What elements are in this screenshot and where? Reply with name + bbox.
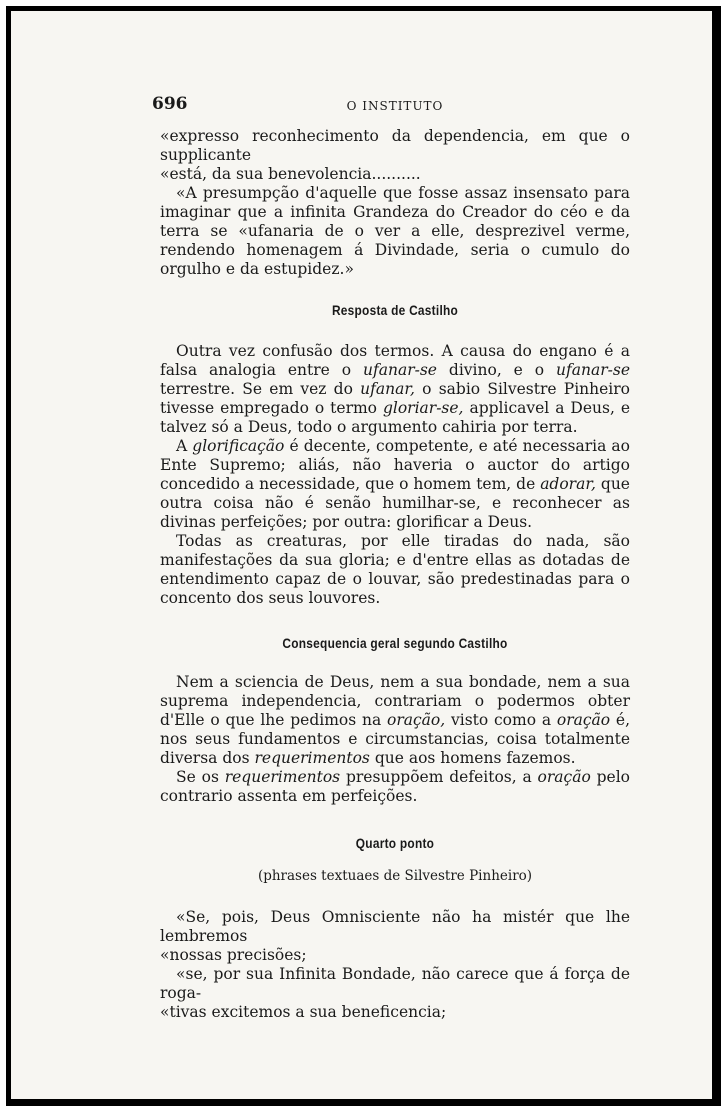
section-body-resposta	[160, 342, 630, 608]
quote-line: «expresso reconhecimento da dependencia, em que o supplicante	[160, 127, 630, 164]
page-header	[152, 94, 630, 121]
document-page	[152, 94, 631, 1022]
page-number: 696	[152, 94, 188, 114]
section-heading-consequencia: Consequencia geral segundo Castilho	[282, 635, 508, 651]
quote-line: «tivas excitemos a sua beneficencia;	[160, 1003, 447, 1021]
section-heading-quarto-ponto: Quarto ponto	[355, 835, 435, 851]
section-subheading: (phrases textuaes de Silvestre Pinheiro)	[257, 868, 533, 884]
paragraph: A glorificação é decente, competente, e até necessaria ao Ente Supremo; aliás, não haveria o auctor do artigo concedido a necessidade, que o homem tem, de adorar, que outra coisa não é senão humilhar-se, e reconhecer as divinas perfeições; por outra: glorificar a Deus.	[160, 437, 630, 531]
paragraph: Outra vez confusão dos termos. A causa do engano é a falsa analogia entre o ufanar-se divino, e o ufanar-se terrestre. Se em vez do ufanar, o sabio Silvestre Pinheiro tivesse empregado o termo gloriar-se, applicavel a Deus, e talvez só a Deus, todo o argumento cahiria por terra.	[160, 342, 630, 436]
quote-paragraph: «A presumpção d'aquelle que fosse assaz insensato para imaginar que a infinita Grandeza do Creador do céo e da terra se «ufanaria de o ver a elle, desprezivel verme, rendendo homenagem á Divindade, seria o cumulo do orgulho e da estupidez.»	[160, 184, 630, 278]
section-heading-resposta: Resposta de Castilho	[331, 302, 459, 318]
quote-line: «está, da sua benevolencia..........	[160, 165, 421, 183]
opening-quote	[160, 127, 630, 279]
paragraph: Todas as creaturas, por elle tiradas do nada, são manifestações da sua gloria; e d'entre ellas as dotadas de entendimento capaz de o louvar, são predestinadas para o concento dos seus louvores.	[160, 532, 630, 607]
quote-line: «nossas precisões;	[160, 946, 307, 964]
section-body-quarto-ponto	[160, 908, 630, 1022]
paragraph: Nem a sciencia de Deus, nem a sua bondade, nem a sua suprema independencia, contrariam o podermos obter d'Elle o que lhe pedimos na oração, visto como a oração é, nos seus fundamentos e circumstancias, coisa totalmente diversa dos requerimentos que aos homens fazemos.	[160, 673, 630, 767]
quote-line: «se, por sua Infinita Bondade, não carece que á força de roga-	[160, 965, 630, 1002]
quote-line: «Se, pois, Deus Omnisciente não ha mistér que lhe lembremos	[160, 908, 630, 945]
section-body-consequencia	[160, 673, 630, 806]
paragraph: Se os requerimentos presuppõem defeitos, a oração pelo contrario assenta em perfeições.	[160, 768, 631, 805]
running-title: O INSTITUTO	[346, 99, 444, 113]
